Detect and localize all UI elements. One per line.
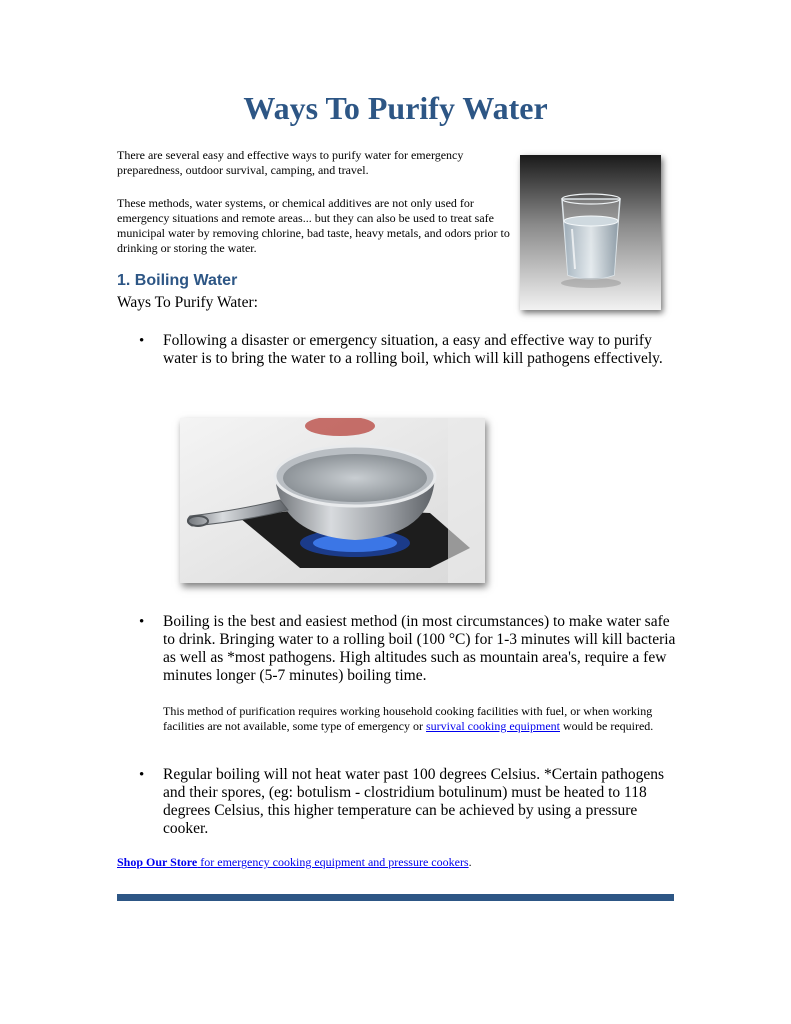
bullet-item-2: • Boiling is the best and easiest method (in most circumstances) to make water safe to drink. Bringing water to a rolling boil (100 °C) for 1-3 minutes will kill bacteria as well as *most pathogens. High altitudes such as mountain area's, require a few minutes longer (5-7 minutes) boiling time.	[163, 613, 683, 685]
survival-cooking-equipment-link[interactable]: survival cooking equipment	[426, 719, 560, 733]
shop-line	[117, 855, 472, 870]
page-title: Ways To Purify Water	[243, 90, 548, 126]
bullet-item-3: • Regular boiling will not heat water past 100 degrees Celsius. *Certain pathogens and their spores, (eg: botulism - clostridium botulinum) must be heated to 118 degrees Celsius, this higher temperature can be achieved by using a pressure cooker.	[163, 766, 683, 838]
intro-paragraph-2: These methods, water systems, or chemical additives are not only used for emergency situations and remote areas... but they can also be used to treat safe municipal water by removing chlorine, bad taste, heavy metals, and odors prior to drinking or storing the water.	[117, 196, 510, 255]
shop-link-rest: for emergency cooking equipment and pressure cookers	[197, 855, 469, 869]
bullet-item-1: • Following a disaster or emergency situation, a easy and effective way to purify water is to bring the water to a rolling boil, which will kill pathogens effectively.	[163, 332, 683, 368]
glass-of-water-image	[520, 155, 661, 310]
pan-on-stove-image	[180, 418, 485, 583]
note-text-before: This method of purification requires working household cooking facilities with fuel, or when working facilities are not available, some type of emergency or	[163, 704, 653, 733]
shop-period: .	[468, 855, 472, 869]
note-text-after: would be required.	[560, 719, 654, 733]
section-heading-boiling-water: 1. Boiling Water	[117, 272, 238, 289]
section-subheading: Ways To Purify Water:	[117, 294, 258, 311]
shop-our-store-link[interactable]	[117, 855, 469, 869]
footer-divider	[117, 894, 674, 901]
shop-link-bold: Shop Our Store	[117, 855, 198, 869]
intro-paragraph-1: There are several easy and effective ways to purify water for emergency preparedness, outdoor survival, camping, and travel.	[117, 148, 464, 177]
purification-note	[163, 704, 683, 734]
